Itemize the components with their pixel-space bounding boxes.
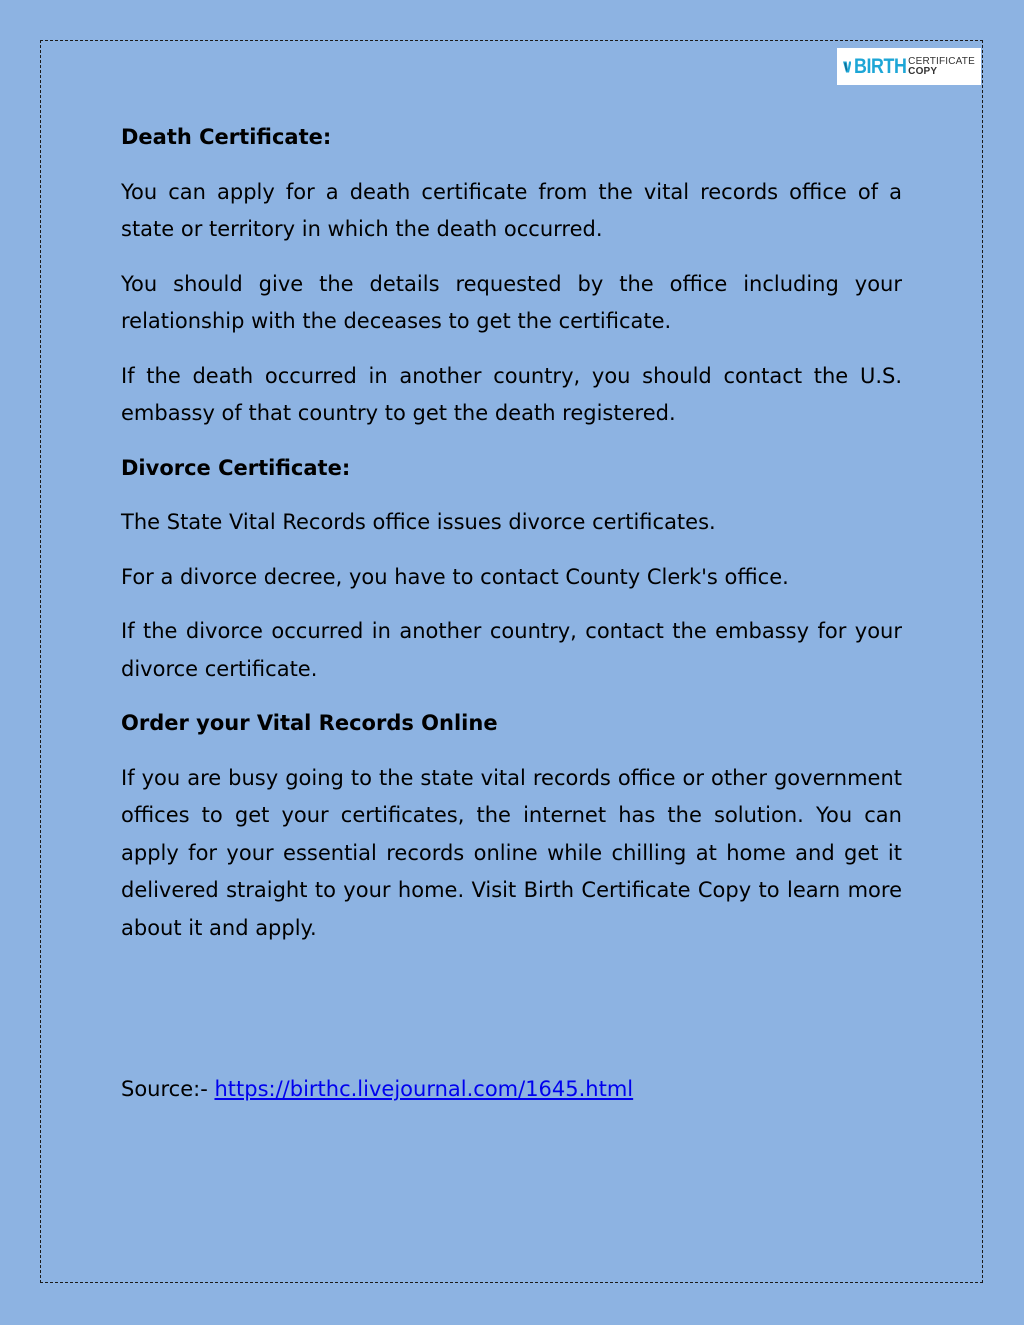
- paragraph: If you are busy going to the state vital records office or other government offices to get your certificates, the internet has the solution. You can apply for your essential records online while chilling at home and get it delivered straight to your home. Visit Birth Certificate Copy to learn more about it and apply.: [121, 765, 902, 940]
- section-heading: Divorce Certificate:: [121, 455, 351, 480]
- section-death-certificate: [121, 119, 902, 433]
- paragraph: The State Vital Records office issues divorce certificates.: [121, 510, 716, 534]
- source-link[interactable]: https://birthc.livejournal.com/1645.html: [214, 1077, 634, 1101]
- document-content: [121, 119, 902, 964]
- section-heading: Death Certificate:: [121, 125, 332, 149]
- paragraph: You can apply for a death certificate from the vital records office of a state or territory in which the death occurred.: [121, 179, 902, 241]
- logo-word: BIRTH: [854, 55, 907, 78]
- logo-subtitle: [908, 57, 975, 77]
- source-label: Source:-: [121, 1077, 215, 1101]
- logo-mark-icon: [843, 58, 851, 76]
- section-order-online: [121, 705, 902, 947]
- birth-certificate-copy-logo[interactable]: [837, 48, 981, 85]
- logo-line-copy: COPY: [908, 65, 938, 77]
- paragraph: You should give the details requested by the office including your relationship with the deceases to get the certificate.: [121, 271, 902, 333]
- paragraph: If the death occurred in another country, you should contact the U.S. embassy of that country to get the death registered.: [121, 363, 902, 425]
- logo-line-certificate: CERTIFICATE: [908, 55, 975, 67]
- paragraph: If the divorce occurred in another country, contact the embassy for your divorce certificate.: [121, 619, 902, 681]
- paragraph: For a divorce decree, you have to contact County Clerk's office.: [121, 564, 789, 589]
- section-divorce-certificate: [121, 450, 902, 689]
- source-line: [121, 1071, 633, 1109]
- section-heading: Order your Vital Records Online: [121, 711, 498, 735]
